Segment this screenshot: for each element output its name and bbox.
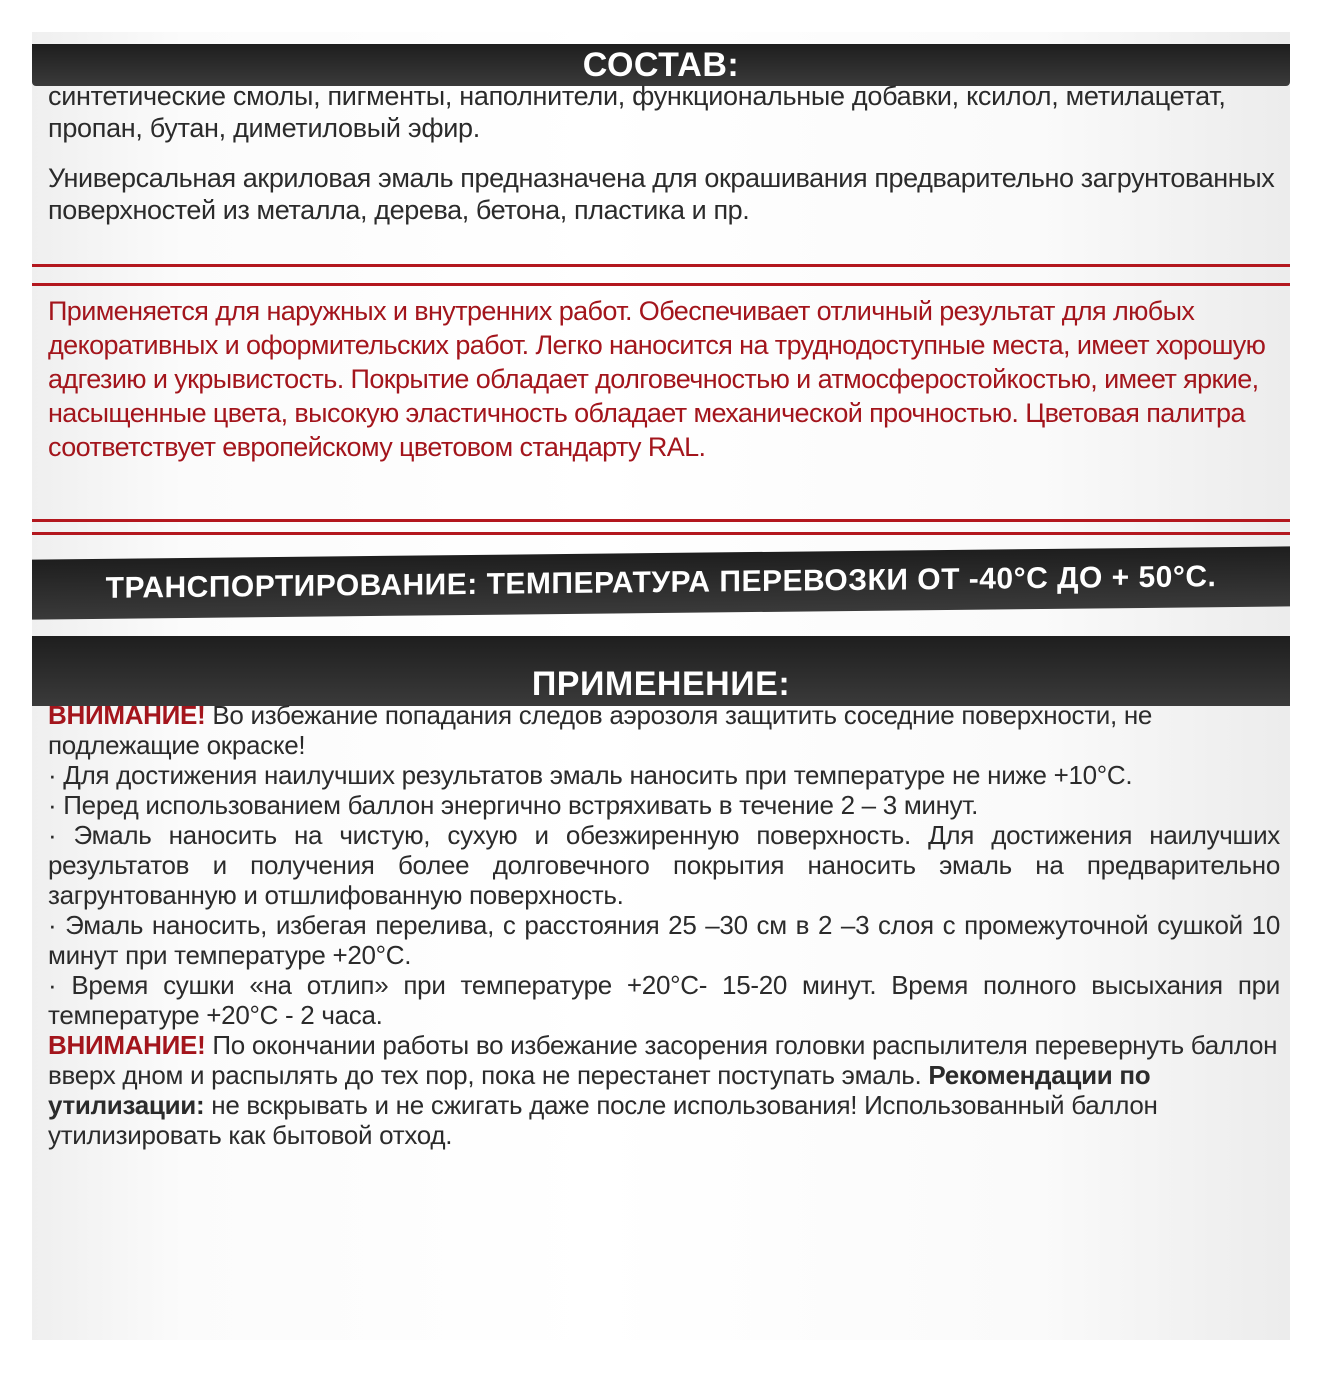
transport-heading: ТРАНСПОРТИРОВАНИЕ: ТЕМПЕРАТУРА ПЕРЕВОЗКИ ОТ -40°С ДО + 50°С. [105, 560, 1217, 605]
disposal-text: не вскрывать и не сжигать даже после использования! Использованный баллон утилизировать как бытовой отход. [48, 1090, 1158, 1150]
purpose-text: Универсальная акриловая эмаль предназначена для окрашивания предварительно загрунтованных поверхностей из металла, дерева, бетона, пластика и пр. [48, 163, 1275, 225]
disposal-label: Рекомендации по утилизации: [48, 1060, 1151, 1120]
red-divider [32, 519, 1290, 522]
benefits-text: Применяется для наружных и внутренних работ. Обеспечивает отличный результат для любых декоративных и оформительских работ. Легко наносится на труднодоступные места, имеет хорошую адгезию и укрывистость. Покрытие обладает долговечностью и атмосферостойкостью, имеет яркие, насыщенные цвета, высокую эластичность обладает механической прочностью. Цветовая палитра соответствует европейскому цветовом стандарту RAL. [48, 296, 1266, 462]
final-warning-paragraph [48, 1030, 1280, 1150]
composition-heading: СОСТАВ: [582, 46, 740, 84]
transport-bar [32, 546, 1290, 619]
warning-label: ВНИМАНИЕ! [48, 1030, 206, 1060]
instruction-item: · Для достижения наилучших результатов эмаль наносить при температуре не ниже +10°С. [48, 760, 1133, 790]
application-heading-bar [32, 636, 1290, 706]
red-divider [32, 532, 1290, 535]
product-label [32, 32, 1290, 1340]
red-divider [32, 264, 1290, 267]
composition-text: синтетические смолы, пигменты, наполнители, функциональные добавки, ксилол, метилацетат, пропан, бутан, диметиловый эфир. [48, 81, 1226, 143]
instruction-item: · Эмаль наносить, избегая перелива, с расстояния 25 –30 см в 2 –3 слоя с промежуточной сушкой 10 минут при температуре +20°С. [48, 910, 1280, 970]
warning-text: По окончании работы во избежание засорения головки распылителя перевернуть баллон вверх дном и распылять до тех пор, пока не перестанет поступать эмаль. [48, 1030, 1278, 1090]
instruction-item: · Эмаль наносить на чистую, сухую и обезжиренную поверхность. Для достижения наилучших результатов и получения более долговечного покрытия наносить эмаль на предварительно загрунтованную и отшлифованную поверхность. [48, 820, 1280, 910]
instruction-item: · Время сушки «на отлип» при температуре +20°С- 15-20 минут. Время полного высыхания при температуре +20°С - 2 часа. [48, 970, 1280, 1030]
application-heading: ПРИМЕНЕНИЕ: [531, 665, 791, 703]
application-instructions [48, 700, 1280, 1150]
warning-text: Во избежание попадания следов аэрозоля защитить соседние поверхности, не подлежащие окраске! [48, 700, 1153, 760]
red-divider [32, 283, 1290, 286]
warning-label: ВНИМАНИЕ! [48, 700, 206, 730]
instruction-item: · Перед использованием баллон энергично встряхивать в течение 2 – 3 минут. [48, 790, 979, 820]
warning-paragraph [48, 700, 1280, 760]
